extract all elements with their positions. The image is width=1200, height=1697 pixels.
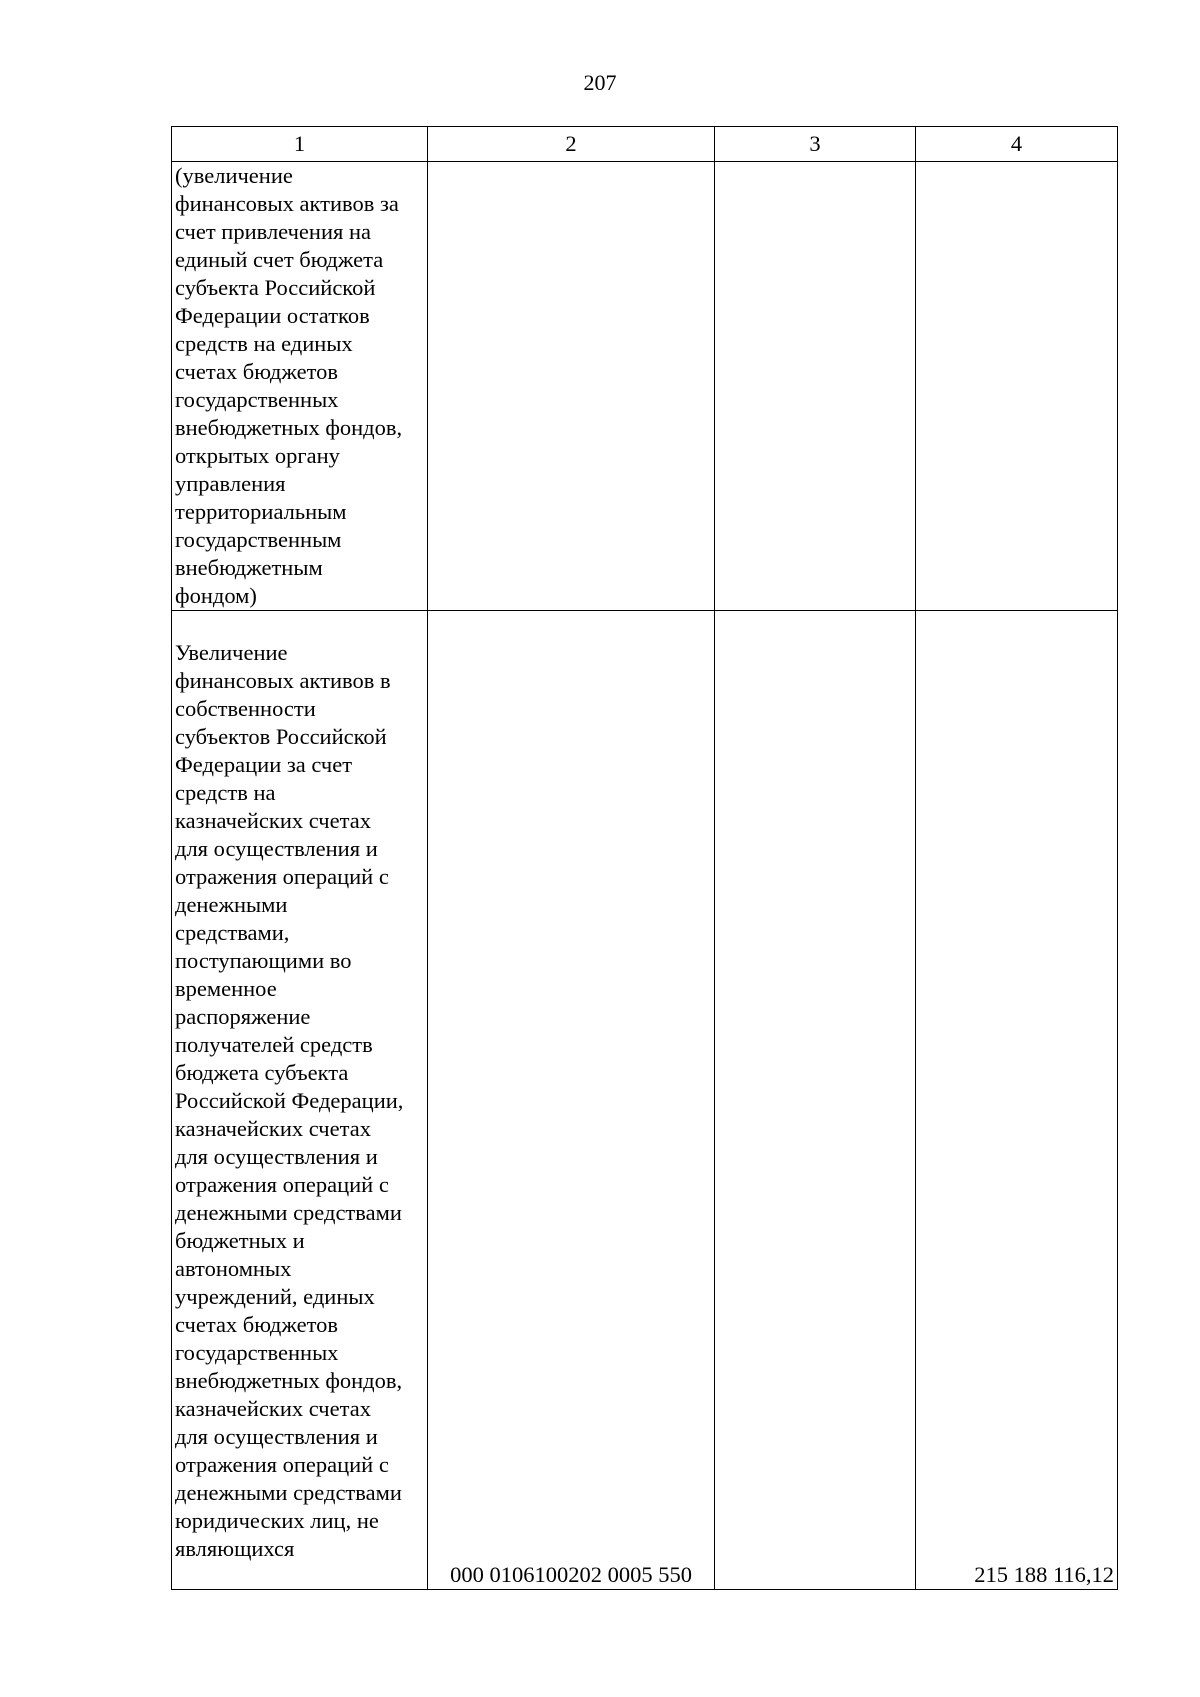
column-3-cell: [715, 162, 916, 611]
data-table: [171, 126, 1118, 1590]
amount-cell: [916, 162, 1118, 611]
description-text: Увеличение финансовых активов в собственности субъектов Российской Федерации за счет средств на казначейских счетах для осуществления и отражения операций с денежными средствами, поступающими во временное распоряжение получателей средств бюджета субъекта Российской Федерации, казначейских счетах для осуществления и отражения операций с денежными средствами бюджетных и автономных учреждений, единых счетах бюджетов государственных внебюджетных фондов, казначейских счетах для осуществления и отражения операций с денежными средствами юридических лиц, не являющихся: [175, 640, 404, 1561]
table-header-row: [172, 127, 1118, 162]
code-cell: [428, 162, 715, 611]
column-header-1: 1: [172, 127, 428, 162]
description-cell: [172, 162, 428, 611]
code-cell: 000 0106100202 0005 550: [428, 611, 715, 1590]
description-text: (увеличение финансовых активов за счет привлечения на единый счет бюджета субъекта Российской Федерации остатков средств на единых счетах бюджетов государственных внебюджетных фондов, открытых органу управления территориальным государственным внебюджетным фондом): [175, 163, 403, 608]
column-header-4: 4: [916, 127, 1118, 162]
table-row: [172, 162, 1118, 611]
column-header-3: 3: [715, 127, 916, 162]
page-number: 207: [583, 70, 617, 95]
table-row: [172, 611, 1118, 1590]
column-header-2: 2: [428, 127, 715, 162]
amount-cell: 215 188 116,12: [916, 611, 1118, 1590]
description-cell: [172, 611, 428, 1590]
column-3-cell: [715, 611, 916, 1590]
